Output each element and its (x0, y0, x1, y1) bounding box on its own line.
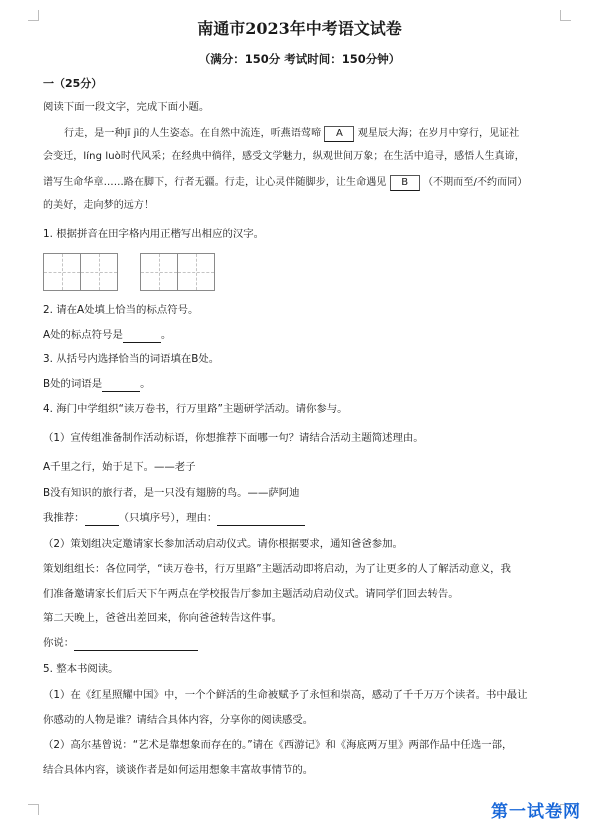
answer-blank[interactable] (102, 377, 140, 392)
answer-blank[interactable] (85, 511, 119, 526)
exam-title: 南通市2023年中考语文试卷 (197, 19, 402, 38)
question-3-answer: B处的词语是 。 (43, 378, 151, 390)
recommend-line: 我推荐： （只填序号），理由： (43, 511, 305, 526)
tianzige-box-1[interactable] (43, 253, 117, 291)
passage-line: 谱写生命华章……路在脚下，行者无疆。行走，让心灵伴随脚步，让生命遇见 B （不期而至/不约而同） (43, 175, 527, 191)
answer-blank[interactable] (123, 328, 161, 343)
you-say-line: 你说： (43, 636, 198, 651)
passage-line: 行走，是一种jī jì的人生姿态。在自然中流连，听燕语莺啼 A 观星辰大海；在岁月中穿行，见证社 (64, 126, 519, 142)
passage-line: 的美好，走向梦的远方！ (43, 200, 155, 211)
scene-line: 第二天晚上，爸爸出差回来，你向爸爸转告这件事。 (43, 612, 282, 624)
option-a: A千里之行，始于足下。——老子 (43, 461, 196, 473)
exam-subtitle: （满分：150分 考试时间：150分钟） (198, 52, 401, 66)
question-5-2: （2）高尔基曾说：“艺术是靠想象而存在的。”请在《西游记》和《海底两万里》两部作品中任选一部， (43, 739, 513, 751)
answer-blank[interactable] (74, 636, 198, 651)
question-4-2: （2）策划组决定邀请家长参加活动启动仪式。请你根据要求，通知爸爸参加。 (43, 538, 403, 550)
crop-mark (28, 10, 39, 21)
crop-mark (28, 804, 39, 815)
question-5: 5. 整本书阅读。 (43, 663, 119, 675)
question-5-1-cont: 你感动的人物是谁？请结合具体内容，分享你的阅读感受。 (43, 714, 314, 726)
question-2-answer: A处的标点符号是 。 (43, 329, 172, 341)
question-5-1: （1）在《红星照耀中国》中，一个个鲜活的生命被赋予了永恒和崇高，感动了千千万万个读者。书中最让 (43, 689, 528, 701)
option-b: B没有知识的旅行者，是一只没有翅膀的鸟。——萨阿迪 (43, 487, 300, 499)
passage-line: 会变迁，líng luò时代风采；在经典中徜徉，感受文学魅力，纵观世间万象；在生活中追寻，感悟人生真谛， (43, 151, 525, 162)
question-3: 3. 从括号内选择恰当的词语填在B处。 (43, 353, 220, 365)
answer-blank[interactable] (217, 511, 305, 526)
tianzige-cell[interactable] (177, 253, 215, 291)
notice-line: 策划组组长：各位同学，“读万卷书，行万里路”主题活动即将启动，为了让更多的人了解活动意义，我 (43, 563, 511, 575)
tianzige-box-2[interactable] (140, 253, 214, 291)
question-4: 4. 海门中学组织“读万卷书，行万里路”主题研学活动。请你参与。 (43, 403, 348, 415)
section-heading: 一（25分） (43, 77, 103, 90)
blank-b: B (390, 175, 420, 191)
question-5-2-cont: 结合具体内容，谈谈作者是如何运用想象丰富故事情节的。 (43, 764, 314, 776)
question-4-1: （1）宣传组准备制作活动标语，你想推荐下面哪一句？请结合活动主题简述理由。 (43, 432, 424, 444)
tianzige-cell[interactable] (140, 253, 178, 291)
blank-a: A (324, 126, 354, 142)
notice-line: 们准备邀请家长们后天下午两点在学校报告厅参加主题活动启动仪式。请同学们回去转告。 (43, 588, 459, 600)
tianzige-cell[interactable] (80, 253, 118, 291)
question-2: 2. 请在A处填上恰当的标点符号。 (43, 304, 199, 316)
crop-mark (560, 10, 571, 21)
tianzige-cell[interactable] (43, 253, 81, 291)
site-watermark: 第一试卷网 (491, 802, 581, 822)
instruction: 阅读下面一段文字，完成下面小题。 (43, 101, 210, 113)
question-1: 1. 根据拼音在田字格内用正楷写出相应的汉字。 (43, 228, 265, 240)
